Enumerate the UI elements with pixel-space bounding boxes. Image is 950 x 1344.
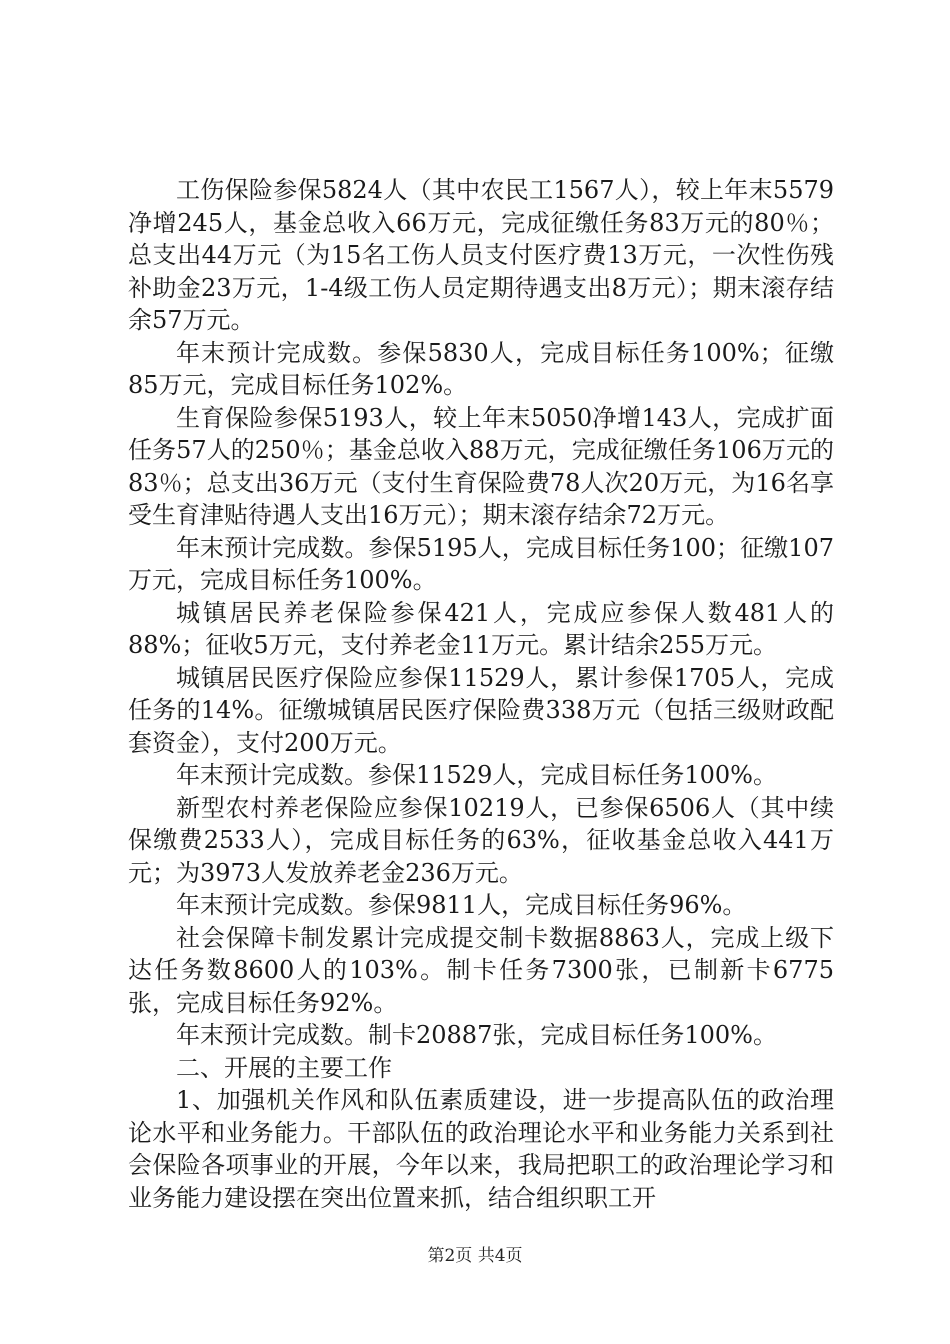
paragraph-work-injury-forecast: 年末预计完成数。参保5830人，完成目标任务100%；征缴85万元，完成目标任务102%。	[128, 338, 834, 399]
paragraph-social-security-card: 社会保障卡制发累计完成提交制卡数据8863人，完成上级下达任务数8600人的103%。制卡任务7300张，已制新卡6775张，完成目标任务92%。	[128, 923, 834, 1017]
paragraph-rural-pension-forecast: 年末预计完成数。参保9811人，完成目标任务96%。	[176, 891, 747, 919]
paragraph-maternity-insurance: 生育保险参保5193人，较上年末5050净增143人，完成扩面任务57人的250％；基金总收入88万元，完成征缴任务106万元的83％；总支出36万元（支付生育保险费78人次20万元，为16名享受生育津贴待遇人支出16万元）；期末滚存结余72万元。	[128, 403, 834, 529]
paragraph-urban-medical-forecast: 年末预计完成数。参保11529人，完成目标任务100%。	[176, 761, 777, 789]
paragraph-maternity-forecast: 年末预计完成数。参保5195人，完成目标任务100；征缴107万元，完成目标任务100%。	[128, 533, 834, 594]
document-body	[128, 174, 834, 1214]
paragraph-rural-pension: 新型农村养老保险应参保10219人，已参保6506人（其中续保缴费2533人），完成目标任务的63%，征收基金总收入441万元；为3973人发放养老金236万元。	[128, 793, 834, 887]
paragraph-urban-pension: 城镇居民养老保险参保421人，完成应参保人数481人的88%；征收5万元，支付养老金11万元。累计结余255万元。	[128, 598, 834, 659]
page-footer: 第2页 共4页	[427, 1246, 523, 1266]
section-heading-main-work: 二、开展的主要工作	[176, 1053, 392, 1082]
paragraph-urban-medical: 城镇居民医疗保险应参保11529人，累计参保1705人，完成任务的14%。征缴城镇居民医疗保险费338万元（包括三级财政配套资金），支付200万元。	[128, 663, 834, 757]
paragraph-work-injury-insurance: 工伤保险参保5824人（其中农民工1567人），较上年末5579净增245人，基金总收入66万元，完成征缴任务83万元的80％；总支出44万元（为15名工伤人员支付医疗费13万元，一次性伤残补助金23万元，1-4级工伤人员定期待遇支出8万元）；期末滚存结余57万元。	[128, 176, 834, 334]
paragraph-team-building: 1、加强机关作风和队伍素质建设，进一步提高队伍的政治理论水平和业务能力。干部队伍的政治理论水平和业务能力关系到社会保险各项事业的开展，今年以来，我局把职工的政治理论学习和业务能力建设摆在突出位置来抓，结合组织职工开	[128, 1086, 834, 1212]
paragraph-card-forecast: 年末预计完成数。制卡20887张，完成目标任务100%。	[176, 1021, 777, 1049]
